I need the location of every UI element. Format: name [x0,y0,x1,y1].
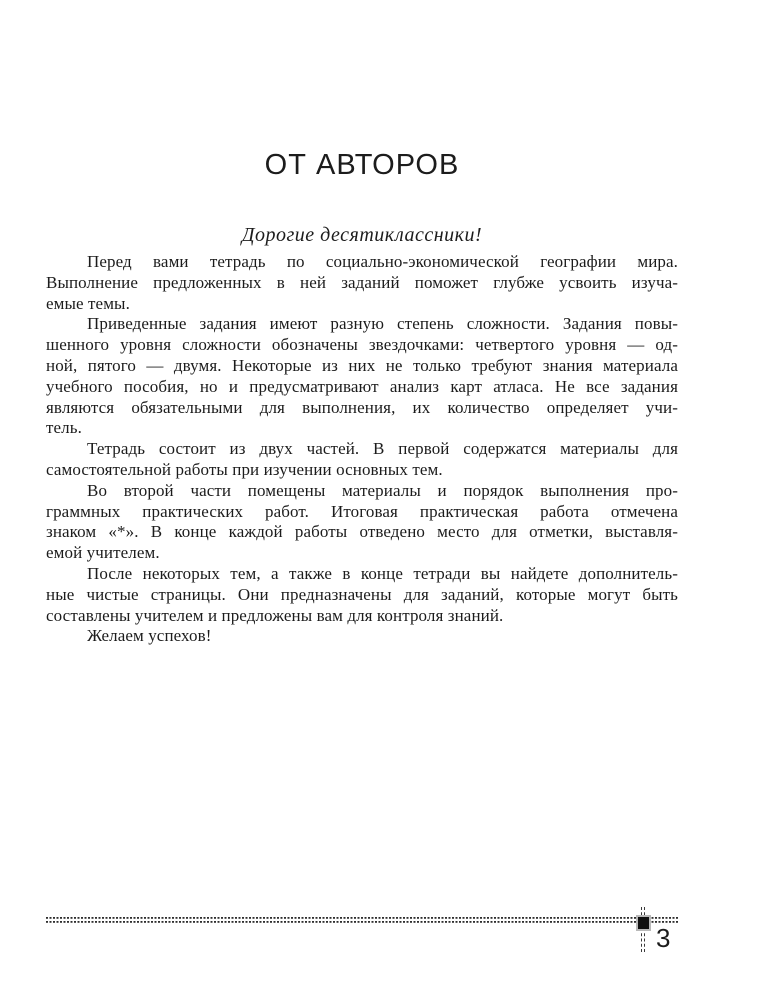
text-line: емой учителем. [46,543,160,563]
text-line: самостоятельной работы при изучении основных тем. [46,459,443,479]
text-line: составлены учителем и предложены вам для контроля знаний. [46,605,504,625]
text-line: тель. [46,418,82,438]
paragraph [46,314,678,439]
paragraph [46,564,678,626]
salutation: Дорогие десятиклассники! [241,224,483,246]
text-line: учебного пособия, но и предусматривают анализ карт атласа. Не все задания [46,376,678,396]
page-number: 3 [656,923,671,953]
text-line: являются обязательными для выполнения, их количество определяет учи- [46,397,678,417]
text-line: ной, пятого — двумя. Некоторые из них не только требуют знания материала [46,355,678,375]
text-line: Перед вами тетрадь по социально-экономической географии мира. [87,252,678,271]
text-line: ные чистые страницы. Они предназначены для заданий, которые могут быть [46,584,678,604]
text-line: Во второй части помещены материалы и порядок выполнения про- [87,480,678,500]
paragraph [46,626,678,647]
text-line: знаком «*». В конце каждой работы отведено место для отметки, выставля- [46,522,678,542]
footer-ornament-square-icon [636,915,651,931]
page-title: ОТ АВТОРОВ [264,149,460,181]
body-text [46,252,678,647]
paragraph [46,481,678,564]
text-line: Выполнение предложенных в ней заданий поможет глубже усвоить изуча- [46,272,678,292]
footer-rule [46,917,678,923]
text-line: шенного уровня сложности обозначены звездочками: четвертого уровня — од- [46,335,678,355]
text-line: граммных практических работ. Итоговая практическая работа отмечена [46,501,678,521]
text-line: Приведенные задания имеют разную степень сложности. Задания повы- [87,314,678,334]
text-line: Тетрадь состоит из двух частей. В первой содержатся материалы для [87,439,678,459]
text-line: Желаем успехов! [87,626,212,646]
paragraph [46,439,678,481]
paragraph [46,252,678,314]
text-line: После некоторых тем, а также в конце тетради вы найдете дополнитель- [87,563,678,583]
text-line: емые темы. [46,293,130,313]
